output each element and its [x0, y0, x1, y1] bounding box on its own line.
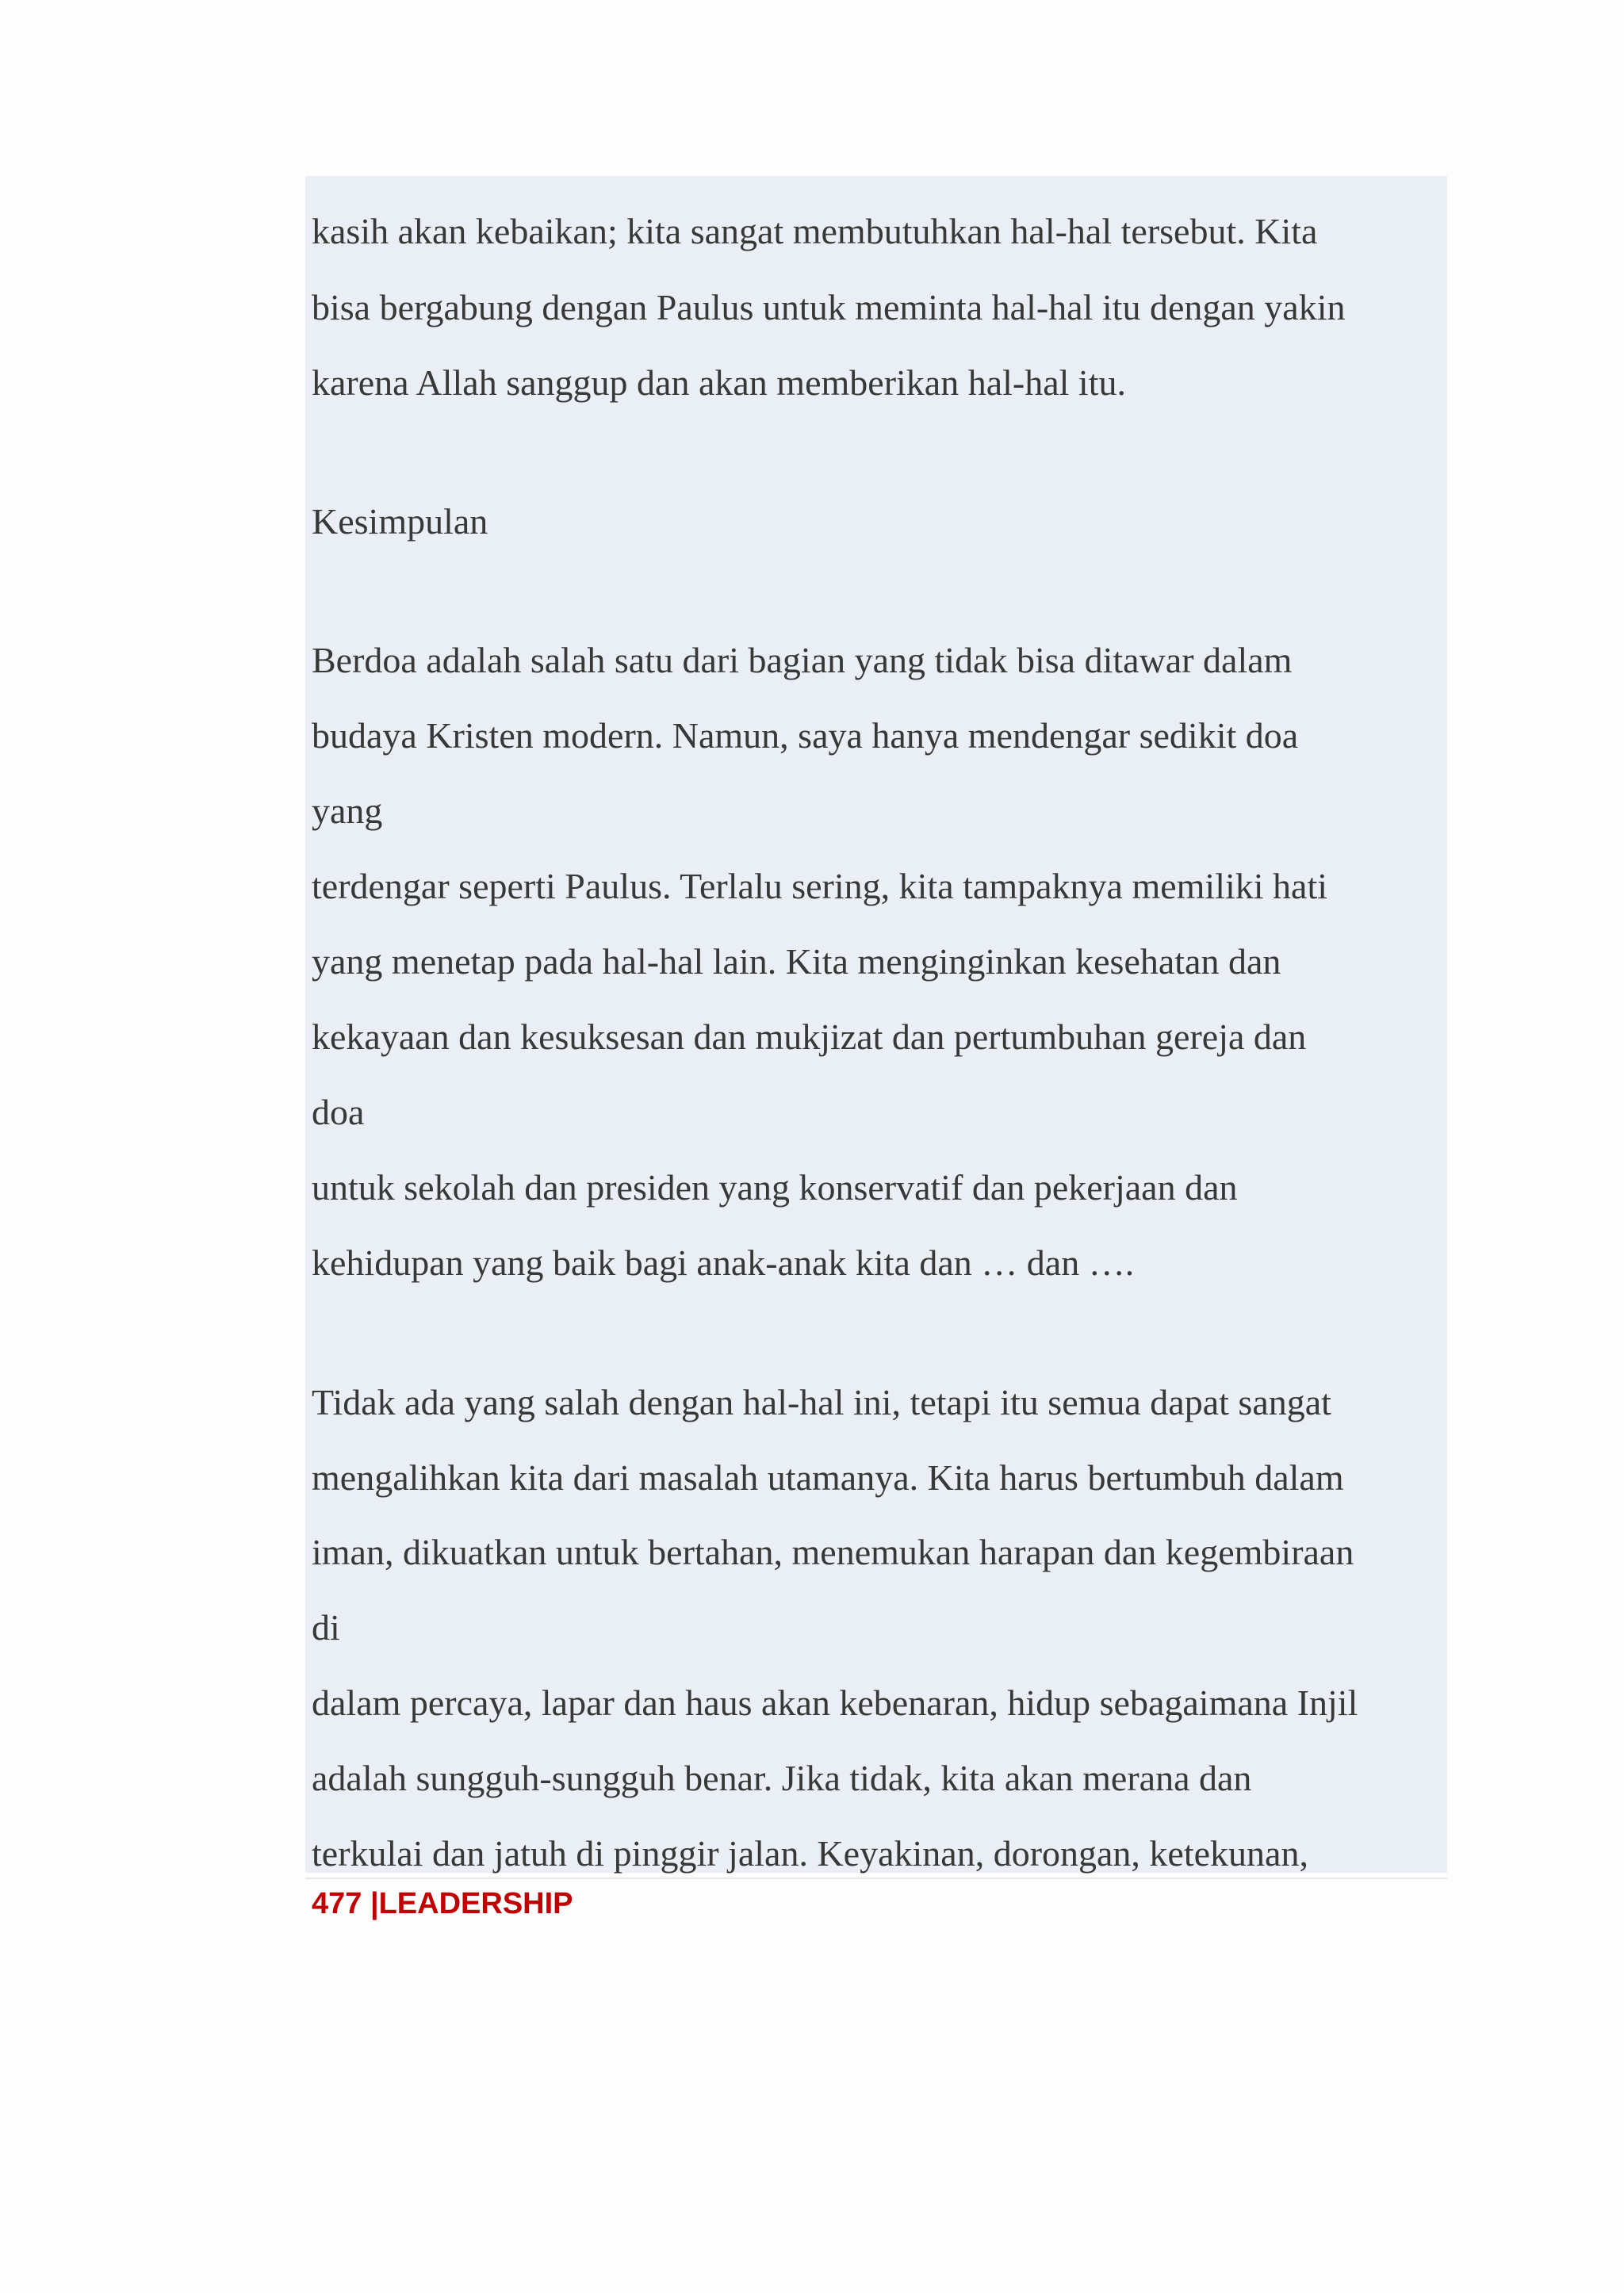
paragraph-line: untuk sekolah dan presiden yang konservatif dan pekerjaan dan — [312, 1167, 1238, 1208]
paragraph-line: yang — [312, 790, 383, 831]
paragraph-line: iman, dikuatkan untuk bertahan, menemukan harapan dan kegembiraan — [312, 1532, 1354, 1572]
footer-divider — [305, 1878, 1447, 1879]
paragraph-line: kasih akan kebaikan; kita sangat membutuhkan hal-hal tersebut. Kita — [312, 211, 1318, 251]
paragraph-line: yang menetap pada hal-hal lain. Kita menginginkan kesehatan dan — [312, 941, 1281, 982]
paragraph-line: budaya Kristen modern. Namun, saya hanya mendengar sedikit doa — [312, 715, 1299, 756]
paragraph-line: Berdoa adalah salah satu dari bagian yang tidak bisa ditawar dalam — [312, 640, 1293, 680]
text-block — [305, 176, 1447, 1873]
paragraph-line: mengalihkan kita dari masalah utamanya. Kita harus bertumbuh dalam — [312, 1457, 1344, 1498]
paragraph-line: Tidak ada yang salah dengan hal-hal ini, tetapi itu semua dapat sangat — [312, 1382, 1331, 1422]
paragraph-line: kehidupan yang baik bagi anak-anak kita dan … dan …. — [312, 1242, 1135, 1283]
paragraph-line: bisa bergabung dengan Paulus untuk meminta hal-hal itu dengan yakin — [312, 287, 1346, 327]
paragraph-line: di — [312, 1607, 340, 1648]
paragraph-line: doa — [312, 1092, 365, 1132]
paragraph-line: dalam percaya, lapar dan haus akan kebenaran, hidup sebagaimana Injil — [312, 1682, 1358, 1723]
paragraph-line: terdengar seperti Paulus. Terlalu sering, kita tampaknya memiliki hati — [312, 866, 1328, 906]
section-heading: Kesimpulan — [312, 501, 488, 542]
paragraph-line: adalah sungguh-sungguh benar. Jika tidak, kita akan merana dan — [312, 1758, 1252, 1798]
paragraph-line: kekayaan dan kesuksesan dan mukjizat dan pertumbuhan gereja dan — [312, 1016, 1307, 1057]
page-footer: 477 |LEADERSHIP — [312, 1887, 573, 1920]
paragraph-line: terkulai dan jatuh di pinggir jalan. Keyakinan, dorongan, ketekunan, — [312, 1833, 1308, 1874]
paragraph-line: karena Allah sanggup dan akan memberikan hal-hal itu. — [312, 362, 1126, 403]
